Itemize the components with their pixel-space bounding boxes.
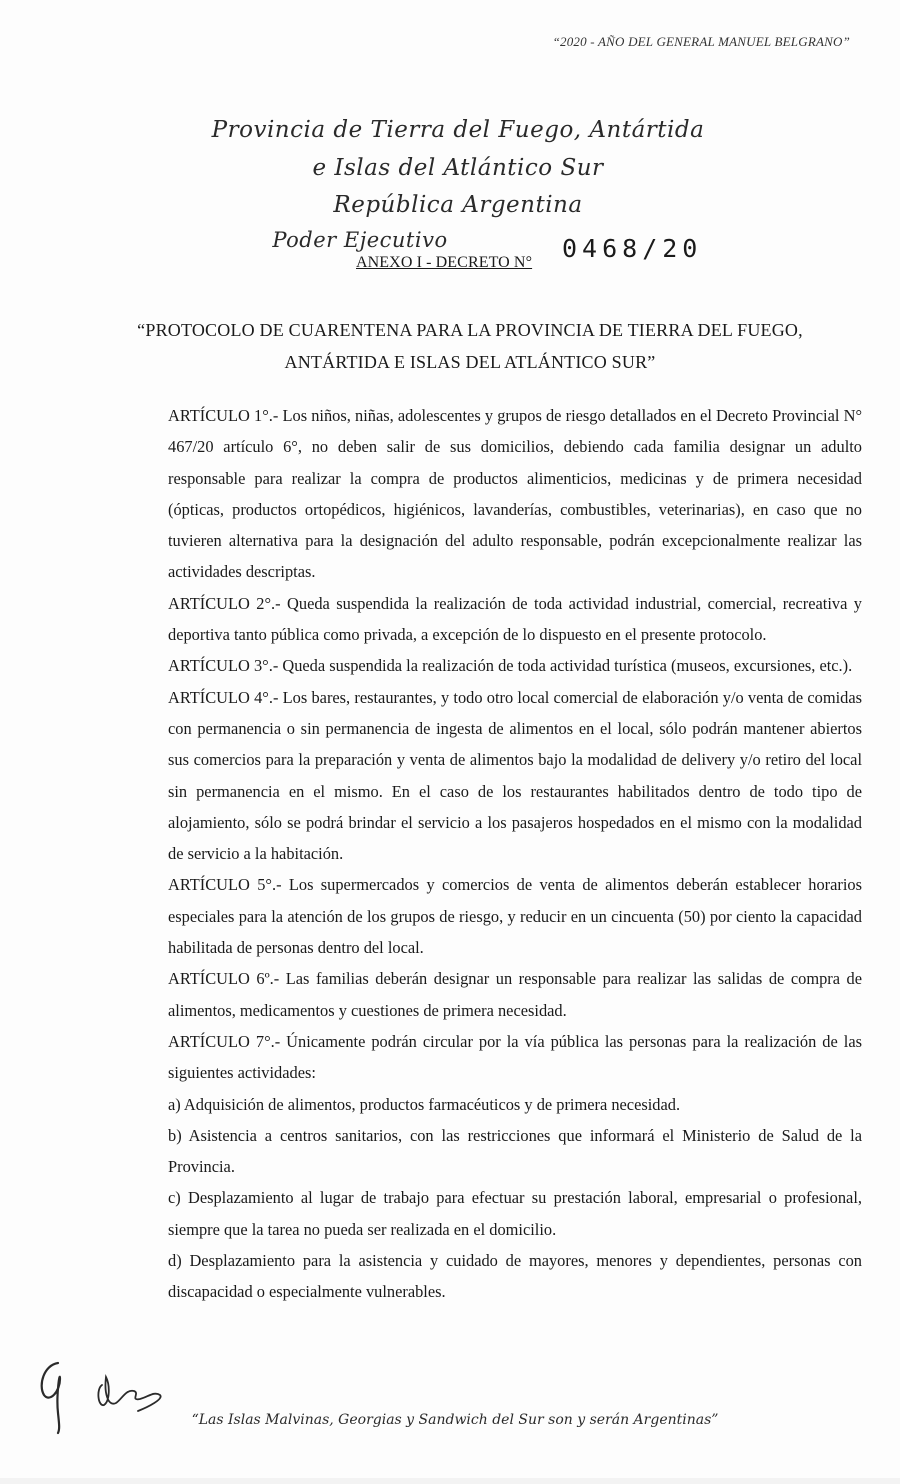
article-4: ARTÍCULO 4°.- Los bares, restaurantes, y todo otro local comercial de elaboración y/o venta de comidas con permanencia o sin permanencia de ingesta de alimentos en el local, sólo podrán mantener abiertos sus comercios para la preparación y venta de alimentos bajo la modalidad de delivery y/o retiro del local sin permanencia en el mismo. En el caso de los restaurantes habilitados dentro de todo tipo de alojamiento, sólo se podrá brindar el servicio a los pasajeros hospedados en el mismo con la modalidad de servicio a la habitación. xyxy=(168,687,862,864)
article-3: ARTÍCULO 3°.- Queda suspendida la realización de toda actividad turística (museos, excursiones, etc.). xyxy=(168,656,853,676)
article-7-item-b: b) Asistencia a centros sanitarios, con las restricciones que informará el Ministerio de Salud de la Provincia. xyxy=(168,1125,862,1177)
article-1: ARTÍCULO 1°.- Los niños, niñas, adolescentes y grupos de riesgo detallados en el Decreto Provincial N° 467/20 artículo 6°, no deben salir de sus domicilios, debiendo cada familia designar un adulto responsable para realizar la compra de productos alimenticios, medicinas y de primera necesidad (ópticas, productos ortopédicos, higiénicos, lavanderías, combustibles, veterinarias), en caso que no tuvieren alternativa para la designación del adulto responsable, podrán excepcionalmente realizar las actividades descriptas. xyxy=(168,406,862,582)
annex-decree-label: ANEXO I - DECRETO N° xyxy=(356,254,533,271)
article-7-item-d: d) Desplazamiento para la asistencia y cuidado de mayores, menores y dependientes, personas con discapacidad o especialmente vulnerables. xyxy=(168,1251,862,1302)
article-5: ARTÍCULO 5°.- Los supermercados y comercios de venta de alimentos deberán establecer horarios especiales para la atención de los grupos de riesgo, y reducir en un cincuenta (50) por ciento la capacidad habilitada de personas dentro del local. xyxy=(168,875,862,958)
article-7-item-c: c) Desplazamiento al lugar de trabajo para efectuar su prestación laboral, empresarial o profesional, siempre que la tarea no pueda ser realizada en el domicilio. xyxy=(168,1188,862,1239)
footer-motto: “Las Islas Malvinas, Georgias y Sandwich del Sur son y serán Argentinas” xyxy=(191,1412,719,1428)
document-body xyxy=(168,400,862,1308)
document-title xyxy=(80,314,860,378)
letterhead-line-republic: República Argentina xyxy=(333,192,583,218)
article-2: ARTÍCULO 2°.- Queda suspendida la realización de toda actividad industrial, comercial, recreativa y deportiva tanto pública como privada, a excepción de lo dispuesto en el presente protocolo. xyxy=(168,593,862,645)
letterhead-line-islands: e Islas del Atlántico Sur xyxy=(312,155,604,181)
letterhead-line-province: Provincia de Tierra del Fuego, Antártida xyxy=(211,117,705,143)
letterhead-line-executive: Poder Ejecutivo xyxy=(272,228,448,252)
article-7: ARTÍCULO 7°.- Únicamente podrán circular por la vía pública las personas para la realización de las siguientes actividades: xyxy=(168,1031,862,1083)
article-6: ARTÍCULO 6º.- Las familias deberán designar un responsable para realizar las salidas de compra de alimentos, medicamentos y cuestiones de primera necesidad. xyxy=(168,969,862,1020)
page-bottom-edge xyxy=(0,1478,900,1484)
document-title-line-1: “PROTOCOLO DE CUARENTENA PARA LA PROVINCIA DE TIERRA DEL FUEGO, xyxy=(137,320,803,340)
article-7-item-a: a) Adquisición de alimentos, productos farmacéuticos y de primera necesidad. xyxy=(168,1094,681,1114)
decree-number-stamp: 0468/20 xyxy=(562,234,703,263)
document-title-line-2: ANTÁRTIDA E ISLAS DEL ATLÁNTICO SUR” xyxy=(284,352,656,372)
header-motto: “2020 - AÑO DEL GENERAL MANUEL BELGRANO” xyxy=(552,34,850,49)
